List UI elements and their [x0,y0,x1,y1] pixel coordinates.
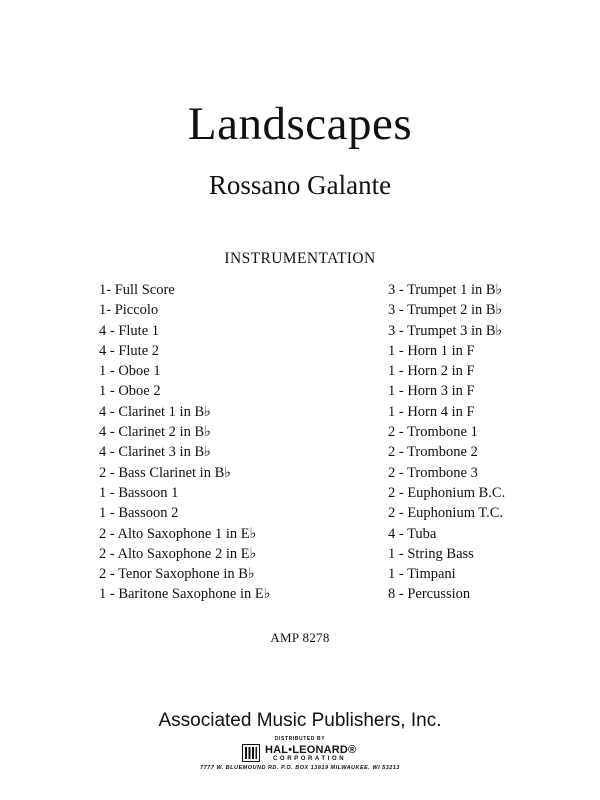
instrument-item: 2 - Alto Saxophone 2 in E♭ [99,545,257,562]
instrument-item: 3 - Trumpet 3 in B♭ [388,322,503,339]
instrumentation-list-left [99,280,271,605]
instrument-item: 4 - Tuba [388,525,437,542]
catalog-number: AMP 8278 [270,630,330,645]
instrument-item: 2 - Euphonium B.C. [388,484,506,501]
distributed-by-label: DISTRIBUTED BY [274,736,326,742]
instrument-item: 4 - Clarinet 2 in B♭ [99,424,211,441]
distributor-address: 7777 W. BLUEMOUND RD. P.O. BOX 13819 MILWAUKEE, WI 53213 [200,765,400,771]
instrument-item: 1 - String Bass [388,545,474,562]
instrument-item: 1 - Oboe 1 [99,363,161,380]
instrument-item: 4 - Clarinet 3 in B♭ [99,444,211,461]
instrument-item: 3 - Trumpet 2 in B♭ [388,302,503,319]
instrument-item: 1- Full Score [99,282,175,298]
instrument-item: 1 - Horn 1 in F [388,342,475,359]
instrument-item: 8 - Percussion [388,586,471,603]
instrument-item: 2 - Trombone 3 [388,464,478,481]
instrumentation-heading: INSTRUMENTATION [224,250,376,267]
publisher-name: Associated Music Publishers, Inc. [158,710,442,731]
instrument-item: 2 - Euphonium T.C. [388,505,504,522]
instrument-item: 4 - Clarinet 1 in B♭ [99,403,211,420]
instrument-item: 1 - Timpani [388,566,456,583]
instrument-item: 3 - Trumpet 1 in B♭ [388,282,503,298]
instrument-item: 2 - Trombone 2 [388,444,478,461]
instrument-item: 1- Piccolo [99,302,159,319]
instrument-item: 1 - Baritone Saxophone in E♭ [99,586,271,603]
instrument-item: 4 - Flute 1 [99,322,160,339]
composer-name: Rossano Galante [208,170,392,200]
instrument-item: 1 - Horn 3 in F [388,383,475,400]
instrument-item: 2 - Alto Saxophone 1 in E♭ [99,525,257,542]
instrument-item: 2 - Trombone 1 [388,424,478,441]
instrument-item: 1 - Bassoon 1 [99,484,179,501]
distributor-logo [242,744,362,762]
hal-leonard-logo-icon [242,744,260,762]
instrument-item: 1 - Bassoon 2 [99,505,179,522]
instrument-item: 2 - Tenor Saxophone in B♭ [99,566,255,583]
instrument-item: 4 - Flute 2 [99,342,160,359]
distributor-name: HAL•LEONARD® [265,744,357,756]
instrument-item: 2 - Bass Clarinet in B♭ [99,464,232,481]
instrument-item: 1 - Horn 2 in F [388,363,475,380]
distributor-subtitle: CORPORATION [273,756,347,762]
instrument-item: 1 - Horn 4 in F [388,403,475,420]
instrumentation-list-right [388,280,505,605]
page-title: Landscapes [187,98,413,150]
instrument-item: 1 - Oboe 2 [99,383,161,400]
